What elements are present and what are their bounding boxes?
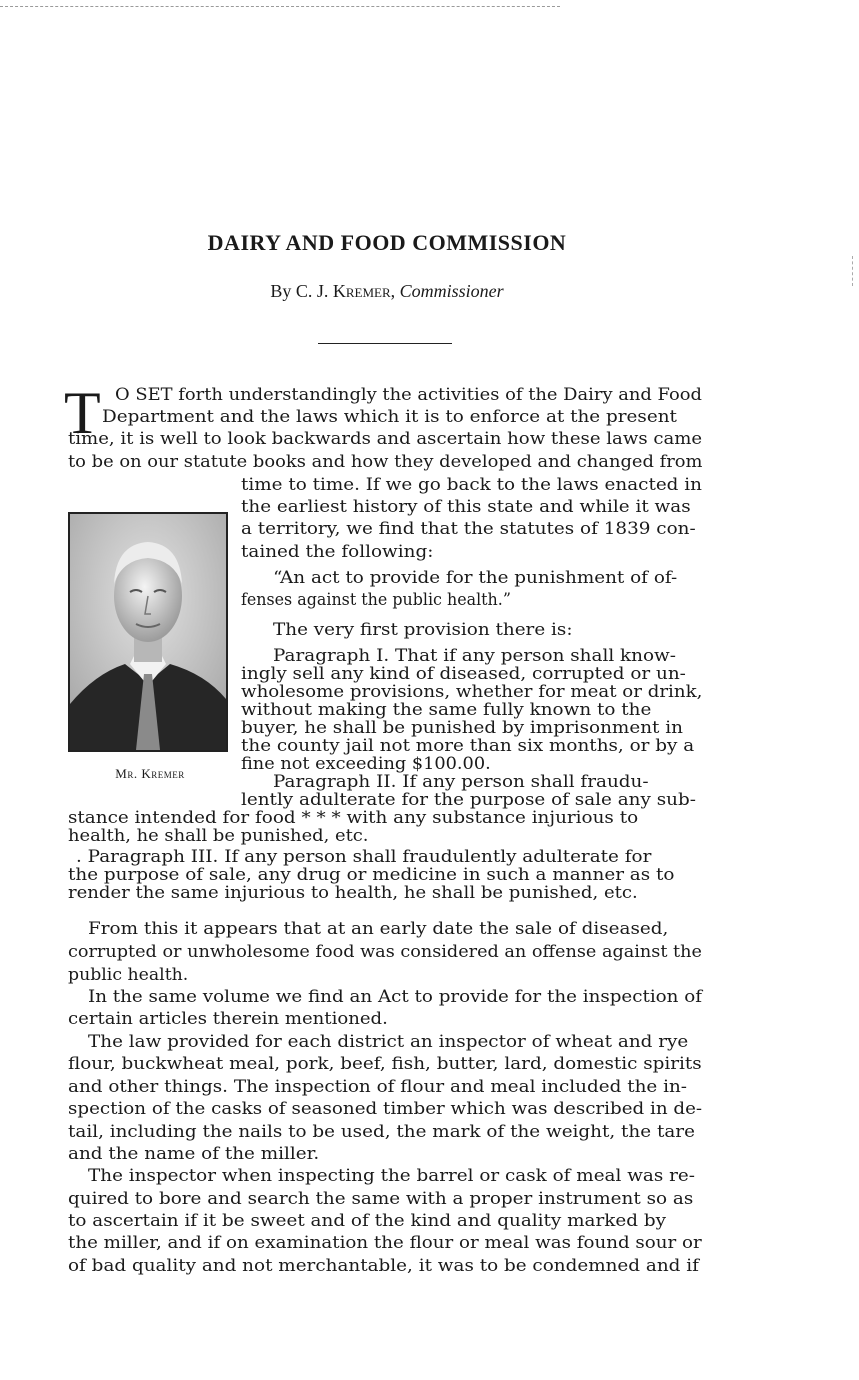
body-line: to be on our statute books and how they developed and changed from: [68, 452, 703, 472]
byline-name: Kremer,: [332, 281, 396, 301]
body-line: The law provided for each district an inspector of wheat and rye: [88, 1032, 689, 1052]
byline-role: Commissioner: [399, 281, 504, 301]
body-line: spection of the casks of seasoned timber which was described in de-: [68, 1099, 703, 1119]
body-line: In the same volume we find an Act to provide for the inspection of: [88, 987, 703, 1007]
body-line: wholesome provisions, whether for meat or drink,: [241, 682, 703, 702]
scan-artifact-top: [0, 6, 560, 7]
body-line: buyer, he shall be punished by imprisonment in: [241, 718, 683, 738]
body-line: render the same injurious to health, he shall be punished, etc.: [68, 883, 638, 903]
body-line: certain articles therein mentioned.: [68, 1009, 388, 1029]
scan-artifact-right: [852, 256, 853, 286]
body-line: corrupted or unwholesome food was considered an offense against the: [68, 942, 702, 962]
body-line: and the name of the miller.: [68, 1144, 320, 1164]
body-line: and other things. The inspection of flour and meal included the in-: [68, 1077, 688, 1097]
body-line: the miller, and if on examination the flour or meal was found sour or: [68, 1233, 702, 1253]
body-line: of bad quality and not merchantable, it was to be condemned and if: [68, 1256, 699, 1276]
title-divider: [318, 343, 452, 344]
body-line: quired to bore and search the same with a proper instrument so as: [68, 1189, 694, 1209]
body-line: lently adulterate for the purpose of sale any sub-: [241, 790, 696, 810]
body-line: stance intended for food * * * with any substance injurious to: [68, 808, 639, 828]
body-line: flour, buckwheat meal, pork, beef, fish, butter, lard, domestic spirits: [68, 1054, 702, 1074]
body-line: . Paragraph III. If any person shall fraudulently adulterate for: [76, 847, 652, 867]
photo-caption: Mr. Kremer: [115, 766, 185, 781]
body-line: The inspector when inspecting the barrel or cask of meal was re-: [88, 1166, 695, 1186]
body-line: without making the same fully known to the: [241, 700, 652, 720]
body-line: Paragraph I. That if any person shall know-: [273, 646, 676, 666]
body-line: public health.: [68, 965, 189, 985]
body-line: time to time. If we go back to the laws enacted in: [241, 475, 702, 495]
body-line: The very first provision there is:: [273, 620, 573, 640]
body-line: tained the following:: [241, 542, 434, 562]
body-line: a territory, we find that the statutes of 1839 con-: [241, 519, 696, 539]
portrait-photo: [68, 512, 228, 752]
body-line: tail, including the nails to be used, the mark of the weight, the tare: [68, 1122, 695, 1142]
body-line: “An act to provide for the punishment of of-: [273, 568, 678, 588]
body-line: ingly sell any kind of diseased, corrupted or un-: [241, 664, 686, 684]
body-line: fenses against the public health.”: [241, 590, 511, 610]
body-line: From this it appears that at an early date the sale of diseased,: [88, 919, 669, 939]
portrait-illustration: [70, 514, 226, 750]
body-line: Department and the laws which it is to enforce at the present: [102, 407, 677, 427]
body-line: Paragraph II. If any person shall fraudu-: [273, 772, 649, 792]
body-line: time, it is well to look backwards and ascertain how these laws came: [68, 429, 703, 449]
body-line: the purpose of sale, any drug or medicine in such a manner as to: [68, 865, 675, 885]
drop-cap: T: [64, 380, 101, 446]
body-line: the county jail not more than six months, or by a: [241, 736, 695, 756]
body-line: to ascertain if it be sweet and of the kind and quality marked by: [68, 1211, 666, 1231]
body-line: health, he shall be punished, etc.: [68, 826, 369, 846]
byline-prefix: By C. J.: [270, 281, 329, 301]
article-byline: [0, 281, 774, 302]
body-line: the earliest history of this state and while it was: [241, 497, 691, 517]
body-line: fine not exceeding $100.00.: [241, 754, 491, 774]
article-title: DAIRY AND FOOD COMMISSION: [207, 230, 567, 255]
body-line: O SET forth understandingly the activities of the Dairy and Food: [115, 385, 702, 405]
